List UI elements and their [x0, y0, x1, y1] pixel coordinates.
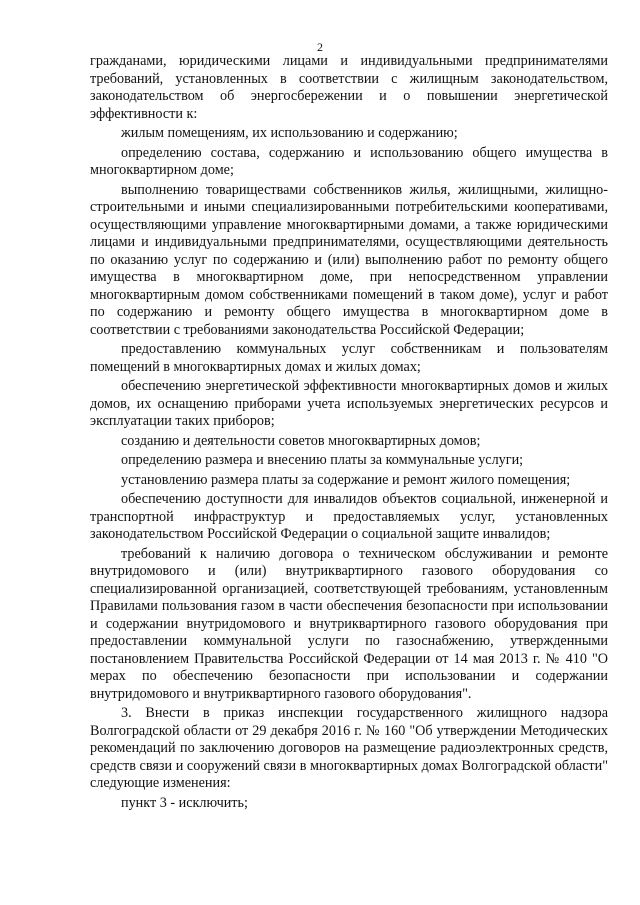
- paragraph-clause-3: 3. Внести в приказ инспекции государственного жилищного надзора Волгоградской области от 29 декабря 2016 г. № 160 "Об утверждении Методических рекомендаций по заключению договоров на размещение радиоэлектронных средств, средств связи и сооружений связи в многоквартирных домах Волгоградской области" следующие изменения:: [90, 705, 608, 791]
- paragraph-item: обеспечению энергетической эффективности многоквартирных домов и жилых домов, их оснащению приборами учета используемых энергетических ресурсов и эксплуатации таких приборов;: [90, 378, 608, 429]
- paragraph-item: жилым помещениям, их использованию и содержанию;: [121, 125, 458, 141]
- paragraph-item: созданию и деятельности советов многоквартирных домов;: [121, 432, 481, 449]
- paragraph-item: определению размера и внесению платы за коммунальные услуги;: [121, 452, 524, 468]
- paragraph-item: пункт 3 - исключить;: [121, 794, 248, 811]
- paragraph-item: выполнению товариществами собственников жилья, жилищными, жилищно-строительными и иными специализированными потребительскими кооперативами, осуществляющими управление многоквартирными домами, а также юридическими лицами и индивидуальными предпринимателями, осуществляющими деятельность по оказанию услуг по содержанию и (или) выполнению работ по ремонту общего имущества в многоквартирном доме, при непосредственном управлении многоквартирным домом собственниками помещений в таком доме), услуг и работ по содержанию и ремонту общего имущества в многоквартирном доме в соответствии с требованиями законодательства Российской Федерации;: [90, 181, 608, 338]
- paragraph-item: обеспечению доступности для инвалидов объектов социальной, инженерной и транспортной инфраструктур и предоставляемых услуг, установленных законодательством Российской Федерации о социальной защите инвалидов;: [90, 491, 608, 542]
- page-number: 2: [317, 40, 323, 54]
- paragraph-intro: гражданами, юридическими лицами и индивидуальными предпринимателями требований, установленных в соответствии с жилищным законодательством, законодательством об энергосбережении и о повышении энергетической эффективности к:: [90, 53, 608, 122]
- paragraph-item: предоставлению коммунальных услуг собственникам и пользователям помещений в многоквартирных домах и жилых домах;: [90, 341, 608, 375]
- paragraph-item: определению состава, содержанию и использованию общего имущества в многоквартирном доме;: [90, 144, 608, 178]
- paragraph-item: установлению размера платы за содержание и ремонт жилого помещения;: [121, 471, 571, 488]
- paragraph-item: требований к наличию договора о техническом обслуживании и ремонте внутридомового и (или) внутриквартирного газового оборудования со специализированной организацией, соответствующей требованиям, установленным Правилами пользования газом в части обеспечения безопасности при использовании и содержании внутридомового и внутриквартирного газового оборудования при предоставлении коммунальной услуги по газоснабжению, утвержденными постановлением Правительства Российской Федерации от 14 мая 2013 г. № 410 "О мерах по обеспечению безопасности при использовании и содержании внутридомового и внутриквартирного газового оборудования".: [90, 545, 608, 702]
- document-body: [90, 53, 608, 814]
